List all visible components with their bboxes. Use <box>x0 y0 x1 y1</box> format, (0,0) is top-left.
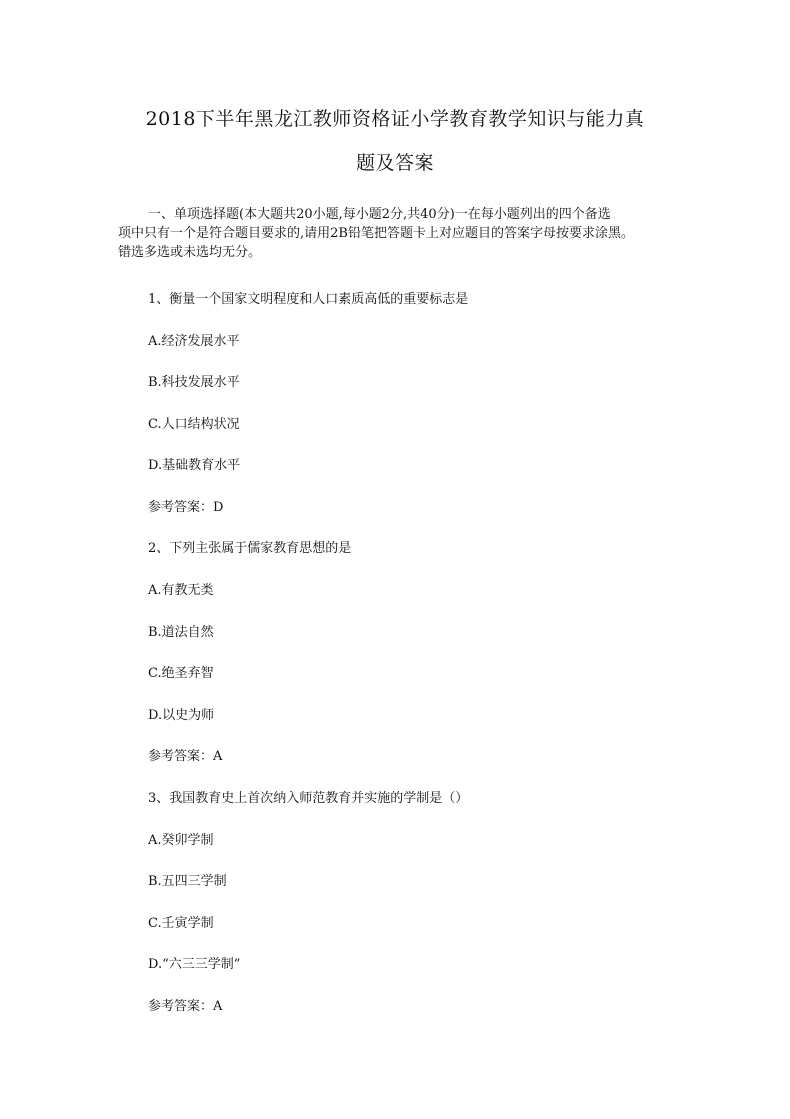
instructions-line-1: 一、单项选择题(本大题共20小题,每小题2分,共40分)一在每小题列出的四个备选 <box>148 207 611 222</box>
question-3-option-d: D.“六三三学制” <box>148 957 241 972</box>
document-title-line-2: 题及答案 <box>355 152 434 174</box>
question-3-option-b: B.五四三学制 <box>148 874 227 889</box>
question-1-option-a: A.经济发展水平 <box>148 334 240 349</box>
section-instructions <box>118 205 704 262</box>
question-3-answer: 参考答案：A <box>148 999 223 1014</box>
document-title-line-1: 2018下半年黑龙江教师资格证小学教育教学知识与能力真 <box>145 108 645 130</box>
question-2-option-a: A.有教无类 <box>148 583 214 598</box>
question-1-answer: 参考答案：D <box>148 500 224 515</box>
question-1-stem: 1、衡量一个国家文明程度和人口素质高低的重要标志是 <box>148 292 469 307</box>
question-2-answer: 参考答案：A <box>148 749 223 764</box>
question-3-option-c: C.壬寅学制 <box>148 916 214 931</box>
instructions-line-3: 错选多选或未选均无分。 <box>118 245 262 260</box>
question-1-option-b: B.科技发展水平 <box>148 375 240 390</box>
question-3-stem: 3、我国教育史上首次纳入师范教育并实施的学制是（） <box>148 791 469 806</box>
question-2-option-d: D.以史为师 <box>148 708 215 723</box>
question-1-option-c: C.人口结构状况 <box>148 417 240 432</box>
instructions-line-2: 项中只有一个是符合题目要求的,请用2B铅笔把答题卡上对应题目的答案字母按要求涂黑。 <box>118 226 634 241</box>
question-2-option-c: C.绝圣弃智 <box>148 666 214 681</box>
question-1-option-d: D.基础教育水平 <box>148 458 241 473</box>
question-3-option-a: A.癸卯学制 <box>148 833 214 848</box>
question-2-option-b: B.道法自然 <box>148 625 214 640</box>
question-2-stem: 2、下列主张属于儒家教育思想的是 <box>148 541 352 556</box>
